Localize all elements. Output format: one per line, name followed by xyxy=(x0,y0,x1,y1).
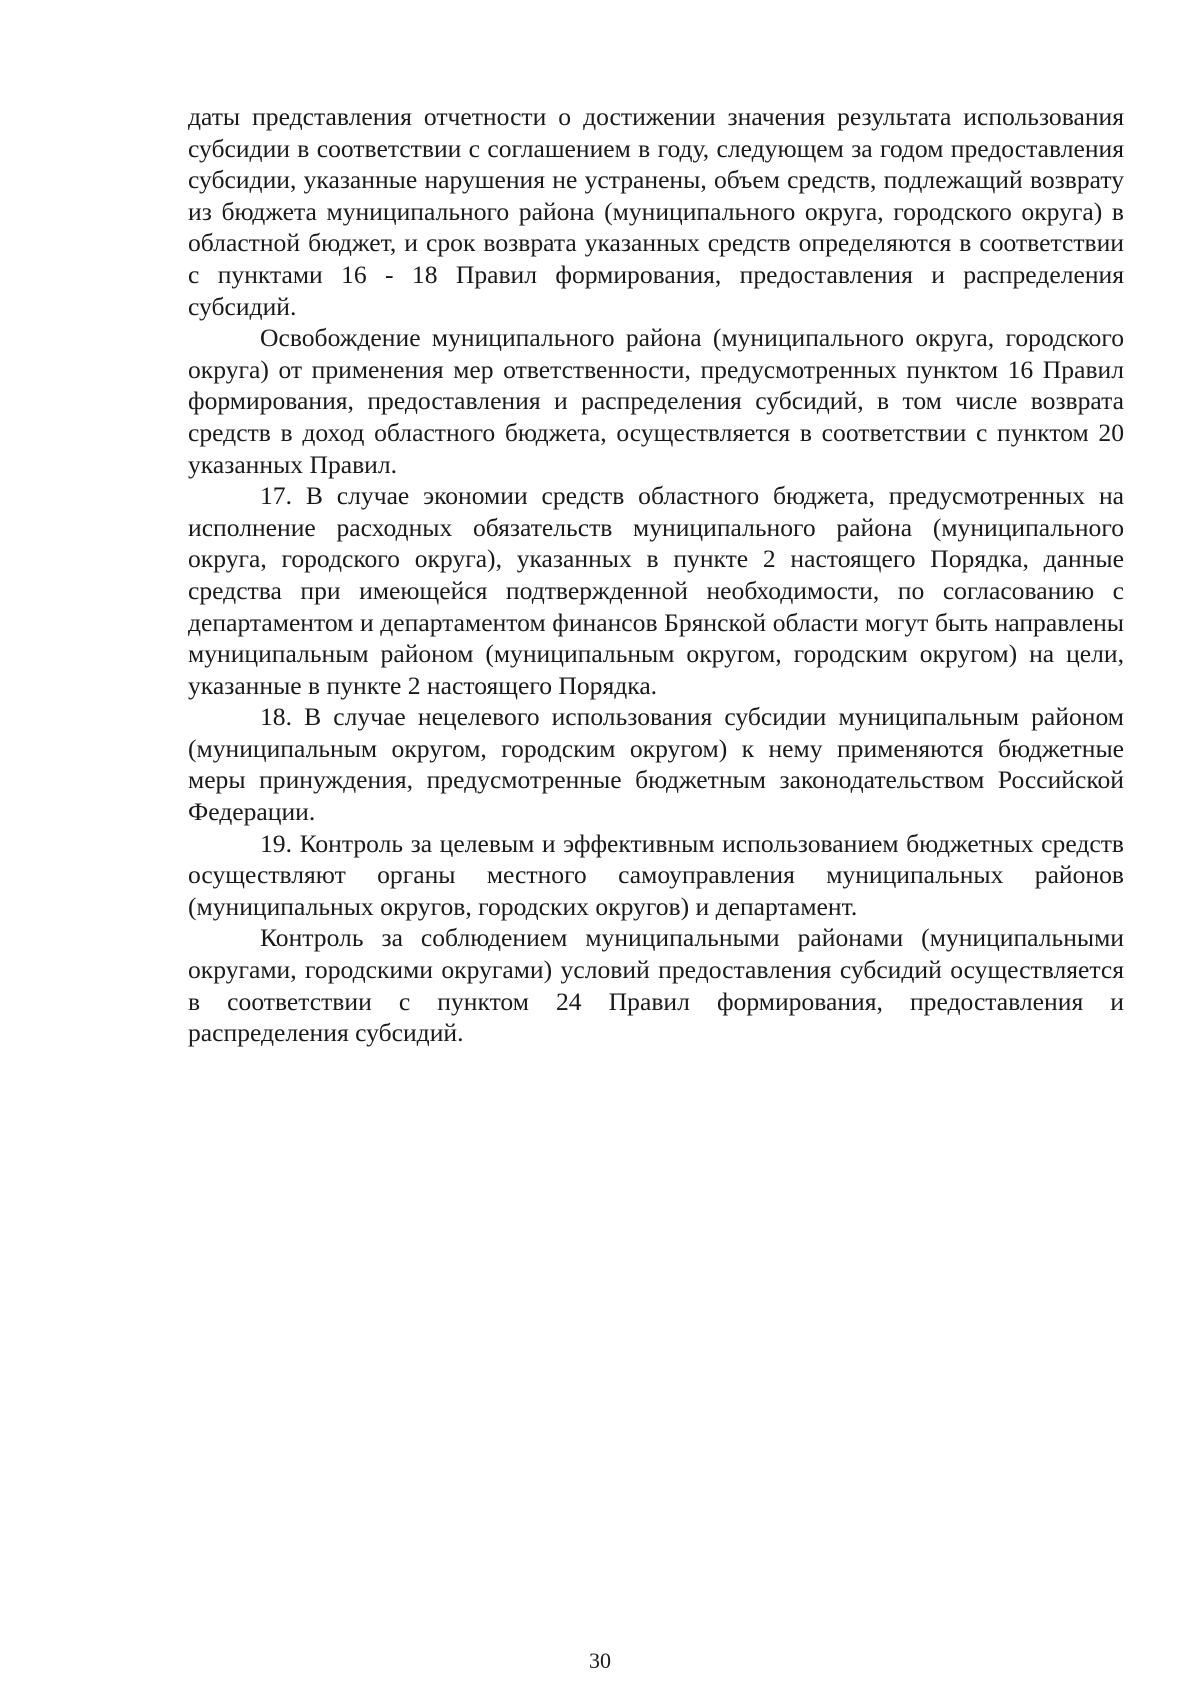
document-body xyxy=(188,101,1124,1049)
paragraph-item-17: 17. В случае экономии средств областного бюджета, предусмотренных на исполнение расходных обязательств муниципального района (муниципального округа, городского округа), указанных в пункте 2 настоящего Порядка, данные средства при имеющейся подтвержденной необходимости, по согласованию с департаментом и департаментом финансов Брянской области могут быть направлены муниципальным районом (муниципальным округом, городским округом) на цели, указанные в пункте 2 настоящего Порядка. xyxy=(188,481,1124,700)
paragraph-item-19: 19. Контроль за целевым и эффективным использованием бюджетных средств осуществляют органы местного самоуправления муниципальных районов (муниципальных округов, городских округов) и департамент. xyxy=(188,828,1124,921)
paragraph-2: Освобождение муниципального района (муниципального округа, городского округа) от применения мер ответственности, предусмотренных пунктом 16 Правил формирования, предоставления и распределения субсидий, в том числе возврата средств в доход областного бюджета, осуществляется в соответствии с пунктом 20 указанных Правил. xyxy=(188,323,1124,479)
paragraph-1: даты представления отчетности о достижении значения результата использования субсидии в соответствии с соглашением в году, следующем за годом предоставления субсидии, указанные нарушения не устранены, объем средств, подлежащий возврату из бюджета муниципального района (муниципального округа, городского округа) в областной бюджет, и срок возврата указанных средств определяются в соответствии с пунктами 16 - 18 Правил формирования, предоставления и распределения субсидий. xyxy=(188,102,1124,321)
page-number: 30 xyxy=(589,1648,611,1673)
paragraph-control: Контроль за соблюдением муниципальными районами (муниципальными округами, городскими округами) условий предоставления субсидий осуществляется в соответствии с пунктом 24 Правил формирования, предоставления и распределения субсидий. xyxy=(188,923,1124,1048)
paragraph-item-18: 18. В случае нецелевого использования субсидии муниципальным районом (муниципальным округом, городским округом) к нему применяются бюджетные меры принуждения, предусмотренные бюджетным законодательством Российской Федерации. xyxy=(188,702,1124,827)
